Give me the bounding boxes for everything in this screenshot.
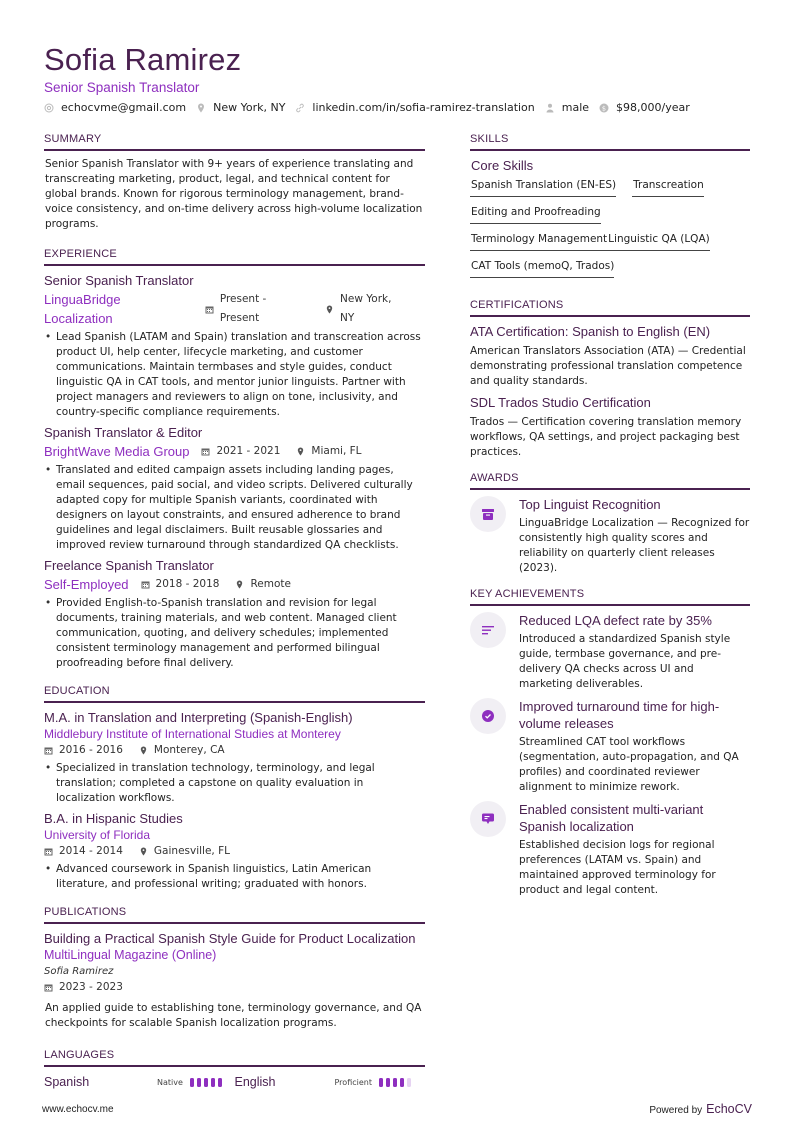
language-rating-bars [379, 1078, 414, 1087]
job-dates [205, 290, 309, 328]
job-meta-line [44, 575, 425, 594]
certification-description: American Translators Association (ATA) — Credential demonstrating professional translation competence and quality standards. [470, 345, 746, 387]
contact-location-text: New York, NY [213, 101, 286, 114]
education-location [139, 843, 230, 860]
language-level: Proficient [334, 1077, 372, 1087]
education-meta [44, 742, 425, 759]
bullet-item: • Lead Spanish (LATAM and Spain) translation and transcreation across product UI, help center, lifecycle marketing, and customer communications. Maintain termbases and style guides, conduct linguistic QA in CAT tools, and mentor junior linguists. Partner with project managers and reviewers to align on tone, inclusivity, and country-specific compliance requirements. [44, 330, 425, 420]
achievement-icon-badge [470, 801, 506, 837]
publication-meta [44, 979, 425, 996]
publication-author: Sofia Ramirez [44, 966, 114, 977]
rating-bar-filled [190, 1078, 194, 1087]
education-bullets [44, 862, 425, 892]
brand-logo-text: EchoCV [706, 1102, 752, 1116]
education-dates [44, 843, 123, 860]
language-item [235, 1075, 426, 1089]
certification-title: SDL Trados Studio Certification [470, 395, 651, 410]
lines-icon [482, 626, 494, 635]
publication-description: An applied guide to establishing tone, terminology governance, and QA checkpoints for scalable Spanish localization programs. [45, 1002, 422, 1029]
job-bullets [44, 330, 425, 420]
education-dates-text: 2016 - 2016 [59, 744, 123, 756]
contact-email-text: echocvme@gmail.com [61, 101, 187, 114]
section-heading: PUBLICATIONS [44, 906, 425, 924]
bullet-item: • Provided English-to-Spanish translation and revision for legal documents, training materials, and web content. Managed client communication, quoting, and delivery schedules; implemented consistent terminology management and performed bilingual proofreading before final delivery. [44, 596, 425, 671]
candidate-title: Senior Spanish Translator [44, 80, 200, 95]
user-icon [545, 103, 555, 113]
rating-bar-filled [197, 1078, 201, 1087]
certification-title: ATA Certification: Spanish to English (EN) [470, 324, 711, 339]
education-location-text: Monterey, CA [153, 744, 225, 756]
section-heading: CERTIFICATIONS [470, 299, 750, 317]
check-circle-icon [482, 710, 494, 722]
at-icon [44, 103, 54, 113]
powered-by-label: Powered by [649, 1105, 703, 1116]
certification-description: Trados — Certification covering translation memory workflows, QA settings, and project packaging best practices. [470, 416, 742, 458]
experience-item [44, 557, 425, 671]
job-dates [141, 575, 220, 594]
bullet-item: • Translated and edited campaign assets including landing pages, email sequences, paid social, and video scripts. Delivered culturally adapted copy for multiple Spanish variants, coordinated with designers on layout constraints, and ensured adherence to brand guidelines and legal disclaimers. Built reusable glossaries and improved review turnaround through standardized QA checklists. [44, 463, 425, 553]
job-bullets [44, 596, 425, 671]
certification-item [470, 323, 750, 389]
school-name: Middlebury Institute of International Studies at Monterey [44, 727, 341, 741]
skill-tag: Transcreation [632, 179, 704, 197]
job-location [296, 442, 361, 461]
section-heading: SUMMARY [44, 133, 425, 151]
job-title: Freelance Spanish Translator [44, 558, 214, 573]
skills-subheading: Core Skills [471, 158, 534, 173]
award-title: Top Linguist Recognition [519, 497, 661, 512]
publication-title: Building a Practical Spanish Style Guide for Product Localization [44, 931, 416, 946]
summary-section [44, 133, 425, 232]
achievement-body [519, 612, 750, 692]
achievement-description: Introduced a standardized Spanish style guide, termbase governance, and pre-delivery QA checks across UI and marketing deliverables. [519, 633, 731, 690]
achievement-description: Streamlined CAT tool workflows (segmentation, auto-propagation, and QA profiles) and coordinated reviewer alignment to minimize rework. [519, 736, 739, 793]
skill-tag: Spanish Translation (EN-ES) [470, 179, 616, 197]
contact-email[interactable] [44, 101, 186, 114]
summary-text: Senior Spanish Translator with 9+ years of experience translating and transcreating marketing, product, legal, and technical content for global brands. Known for rigorous terminology management, brand-voice consistency, and on-time delivery across high-volume localization programs. [45, 158, 423, 230]
certification-item [470, 394, 750, 460]
publication-dates [44, 979, 123, 996]
awards-section [470, 472, 750, 576]
education-location-text: Gainesville, FL [153, 845, 230, 857]
company-name: LinguaBridge Localization [44, 292, 121, 326]
calendar-icon [205, 305, 214, 314]
award-item [470, 496, 750, 576]
job-bullets [44, 463, 425, 553]
education-section [44, 685, 425, 892]
language-name: Spanish [44, 1075, 90, 1089]
rating-bar-filled [386, 1078, 390, 1087]
calendar-icon [44, 983, 53, 992]
job-location-text: Remote [250, 578, 291, 590]
job-title: Spanish Translator & Editor [44, 425, 203, 440]
calendar-icon [141, 580, 150, 589]
publications-section [44, 906, 425, 1031]
section-heading: LANGUAGES [44, 1049, 425, 1067]
achievement-item [470, 612, 750, 692]
contact-linkedin[interactable] [295, 101, 534, 114]
experience-item [44, 424, 425, 553]
experience-item [44, 272, 425, 420]
experience-section [44, 248, 425, 671]
school-name: University of Florida [44, 828, 151, 842]
achievement-description: Established decision logs for regional preferences (LATAM vs. Spain) and maintained approved terminology for product and legal content. [519, 839, 716, 896]
archive-box-icon [482, 509, 494, 520]
achievement-icon-badge [470, 698, 506, 734]
achievement-title: Reduced LQA defect rate by 35% [519, 613, 712, 628]
map-pin-icon [325, 305, 334, 314]
education-dates-text: 2014 - 2014 [59, 845, 123, 857]
job-location-text: Miami, FL [311, 445, 362, 457]
education-dates [44, 742, 123, 759]
company-name: BrightWave Media Group [44, 444, 190, 459]
award-body [519, 496, 750, 576]
achievement-item [470, 698, 750, 795]
calendar-icon [44, 746, 53, 755]
contact-salary [599, 101, 690, 114]
education-location [139, 742, 225, 759]
section-heading: SKILLS [470, 133, 750, 151]
rating-bar-filled [393, 1078, 397, 1087]
language-list [44, 1073, 425, 1091]
skill-tag: CAT Tools (memoQ, Trados) [470, 260, 614, 278]
section-heading: KEY ACHIEVEMENTS [470, 588, 750, 606]
job-location [325, 290, 409, 328]
achievement-body [519, 698, 750, 795]
achievements-section [470, 588, 750, 898]
company-name: Self-Employed [44, 577, 129, 592]
contact-linkedin-text: linkedin.com/in/sofia-ramirez-translation [312, 101, 535, 114]
language-item [44, 1075, 235, 1089]
dollar-icon [599, 103, 609, 113]
contact-salary-text: $98,000/year [616, 101, 690, 114]
map-pin-icon [139, 746, 148, 755]
languages-section [44, 1049, 425, 1091]
rating-bar-filled [379, 1078, 383, 1087]
achievement-body [519, 801, 750, 898]
contact-bar [44, 101, 754, 114]
map-pin-icon [296, 447, 305, 456]
contact-gender [545, 101, 589, 114]
calendar-icon [44, 847, 53, 856]
link-icon [295, 103, 305, 113]
degree-title: M.A. in Translation and Interpreting (Spanish-English) [44, 710, 353, 725]
map-pin-icon [196, 103, 206, 113]
rating-bar-filled [211, 1078, 215, 1087]
rating-bar-filled [204, 1078, 208, 1087]
achievement-title: Improved turnaround time for high-volume releases [519, 699, 720, 731]
contact-gender-text: male [561, 101, 590, 114]
publication-dates-text: 2023 - 2023 [59, 981, 123, 993]
language-rating-bars [190, 1078, 225, 1087]
achievement-title: Enabled consistent multi-variant Spanish localization [519, 802, 704, 834]
language-name: English [234, 1075, 276, 1089]
candidate-name: Sofia Ramirez [44, 42, 242, 77]
footer-website-link[interactable]: www.echocv.me [42, 1104, 114, 1115]
job-location-text: New York, NY [340, 293, 392, 324]
publication-publisher: MultiLingual Magazine (Online) [44, 948, 217, 962]
bullet-item: • Specialized in translation technology, terminology, and legal translation; completed a capstone on quality evaluation in localization workflows. [44, 761, 425, 806]
resume-header [44, 42, 754, 114]
job-meta-line [44, 442, 425, 461]
award-description: LinguaBridge Localization — Recognized for consistently high quality scores and reliability on quarterly client releases (2023). [519, 517, 750, 574]
right-column [470, 133, 750, 910]
footer-powered-by[interactable] [649, 1102, 752, 1116]
bullet-item: • Advanced coursework in Spanish linguistics, Latin American literature, and professional writing; graduated with honors. [44, 862, 425, 892]
svg-text:$: $ [601, 103, 607, 112]
rating-bar-filled [400, 1078, 404, 1087]
language-level: Native [157, 1077, 183, 1087]
publication-item [44, 930, 425, 1031]
education-bullets [44, 761, 425, 806]
degree-title: B.A. in Hispanic Studies [44, 811, 183, 826]
section-heading: EDUCATION [44, 685, 425, 703]
map-pin-icon [139, 847, 148, 856]
education-item [44, 709, 425, 806]
map-pin-icon [235, 580, 244, 589]
rating-bar-empty [407, 1078, 411, 1087]
education-item [44, 810, 425, 892]
skills-list [470, 179, 750, 287]
job-dates-text: 2021 - 2021 [216, 445, 281, 457]
chat-bubble-icon [482, 813, 494, 825]
job-dates-text: 2018 - 2018 [155, 578, 220, 590]
skills-section [470, 133, 750, 287]
achievement-icon-badge [470, 612, 506, 648]
rating-bar-filled [218, 1078, 222, 1087]
section-heading: AWARDS [470, 472, 750, 490]
certifications-section [470, 299, 750, 460]
education-meta [44, 843, 425, 860]
skill-tag: Linguistic QA (LQA) [607, 233, 710, 251]
job-dates [201, 442, 280, 461]
job-meta-line [44, 290, 425, 328]
job-location [235, 575, 291, 594]
skill-tag: Editing and Proofreading [470, 206, 601, 224]
skill-tag: Terminology Management [470, 233, 607, 251]
job-dates-text: Present - Present [219, 293, 267, 324]
section-heading: EXPERIENCE [44, 248, 425, 266]
calendar-icon [201, 447, 210, 456]
award-icon-badge [470, 496, 506, 532]
left-column [44, 133, 425, 1103]
achievement-item [470, 801, 750, 898]
contact-location [196, 101, 285, 114]
job-title: Senior Spanish Translator [44, 273, 194, 288]
